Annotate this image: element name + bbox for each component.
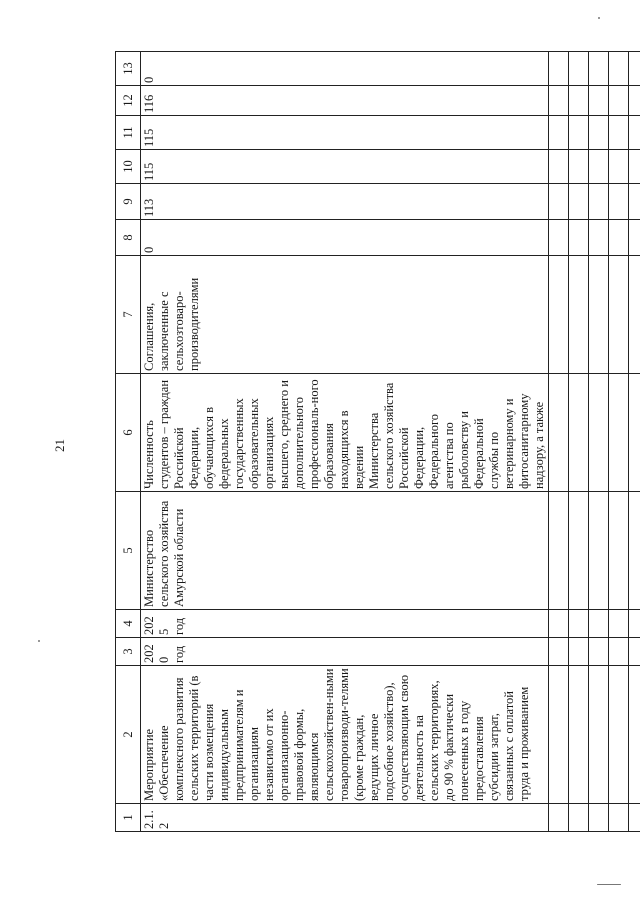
header-row [116, 52, 141, 832]
row-number: 2.1.2 [141, 804, 549, 832]
value-col-13: 0 [141, 52, 549, 86]
header-cell: 11 [116, 116, 141, 150]
header-cell: 4 [116, 610, 141, 638]
table-row [589, 52, 609, 832]
header-cell: 6 [116, 374, 141, 492]
scan-speck [38, 640, 40, 642]
table-row [569, 52, 589, 832]
start-year: 2020 год [141, 638, 549, 666]
table-row [141, 52, 549, 832]
header-cell: 13 [116, 52, 141, 86]
agreement: Соглашения, заключенные с сельхозтоваро-производителями [141, 256, 549, 374]
value-col-10: 115 [141, 150, 549, 184]
value-col-9: 113 [141, 184, 549, 220]
header-cell: 12 [116, 86, 141, 116]
end-year: 2025 год [141, 610, 549, 638]
executor: Министерство сельского хозяйства Амурской области [141, 492, 549, 610]
indicator-description: Численность студентов – граждан Российской Федерации, обучающихся в федеральных государственных образовательных организациях высшего, среднего и дополнительного профессиональ-ного образования находящихся в ведении Министерства сельского хозяйства Российской Федерации, Федерального агентства по рыболовству и Федеральной службы по ветеринарному и фитосанитарному надзору, а также [141, 374, 549, 492]
header-cell: 9 [116, 184, 141, 220]
scan-speck [598, 17, 600, 19]
header-cell: 8 [116, 220, 141, 256]
header-cell: 7 [116, 256, 141, 374]
value-col-8: 0 [141, 220, 549, 256]
measures-table [115, 52, 605, 832]
header-cell: 2 [116, 666, 141, 804]
value-col-12: 116 [141, 86, 549, 116]
value-col-11: 115 [141, 116, 549, 150]
header-cell: 1 [116, 804, 141, 832]
scan-speck [597, 884, 621, 885]
measure-description: Мероприятие «Обеспечение комплексного развития сельских территорий (в части возмещения индивидуальным предпринимателям и организациям независимо от их организационно-правовой формы, являющимся сельскохозяйствен-ными товаропроизводи-телями (кроме граждан, ведущих личное подсобное хозяйство), осуществляющим свою деятельность на сельских территориях, до 90 % фактически понесенных в году предоставления субсидии затрат, связанных с оплатой труда и проживанием [141, 666, 549, 804]
page-number: 21 [52, 439, 67, 452]
table-row [629, 52, 640, 832]
header-cell: 3 [116, 638, 141, 666]
table-row [609, 52, 629, 832]
header-cell: 5 [116, 492, 141, 610]
table-row [549, 52, 569, 832]
header-cell: 10 [116, 150, 141, 184]
